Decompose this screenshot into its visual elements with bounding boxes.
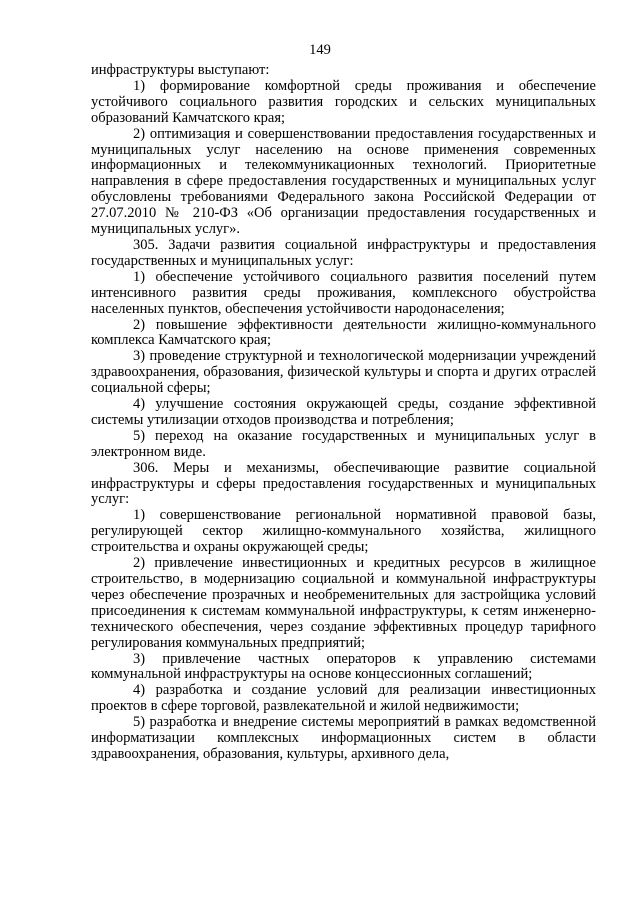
paragraph-305-item-2: 2) повышение эффективности деятельности жилищно-коммунального комплекса Камчатского края; bbox=[91, 316, 596, 349]
paragraph-306-item-4: 4) разработка и создание условий для реализации инвестиционных проектов в сфере торговой, развлекательной и жилой недвижимости; bbox=[91, 682, 596, 715]
paragraph-305-item-1: 1) обеспечение устойчивого социального развития поселений путем интенсивного развития среды проживания, комплексного обустройства населенных пунктов, обеспечения устойчивости народонаселения; bbox=[91, 268, 596, 317]
paragraph-306-item-3: 3) привлечение частных операторов к управлению системами коммунальной инфраструктуры на основе концессионных соглашений; bbox=[91, 650, 596, 683]
paragraph-intro-continuation: инфраструктуры выступают: bbox=[91, 62, 270, 78]
paragraph-306-item-5: 5) разработка и внедрение системы мероприятий в рамках ведомственной информатизации комплексных информационных систем в области здравоохранения, образования, культуры, архивного дела, bbox=[91, 714, 596, 762]
paragraph-305-item-3: 3) проведение структурной и технологической модернизации учреждений здравоохранения, образования, физической культуры и спорта и других отраслей социальной сферы; bbox=[91, 348, 596, 397]
paragraph-section-306: 306. Меры и механизмы, обеспечивающие развитие социальной инфраструктуры и сферы предоставления государственных и муниципальных услуг: bbox=[91, 459, 596, 508]
paragraph-item-1: 1) формирование комфортной среды проживания и обеспечение устойчивого социального развития городских и сельских муниципальных образований Камчатского края; bbox=[91, 77, 596, 126]
paragraph-305-item-5: 5) переход на оказание государственных и муниципальных услуг в электронном виде. bbox=[91, 427, 596, 460]
paragraph-section-305: 305. Задачи развития социальной инфраструктуры и предоставления государственных и муниципальных услуг: bbox=[91, 236, 596, 269]
paragraph-306-item-2: 2) привлечение инвестиционных и кредитных ресурсов в жилищное строительство, в модернизацию социальной и коммунальной инфраструктуры через обеспечение прозрачных и необременительных для застройщика условий присоединения к системам коммунальной инфраструктуры, к сетям инженерно-технического обеспечения, через создание эффективных процедур тарифного регулирования коммунальных предприятий; bbox=[91, 555, 596, 651]
document-body bbox=[91, 63, 596, 763]
paragraph-item-2: 2) оптимизация и совершенствовании предоставления государственных и муниципальных услуг населению на основе применения современных информационных и телекоммуникационных технологий. Приоритетные направления в сфере предоставления государственных и муниципальных услуг обусловлены требованиями Федерального закона Российской Федерации от 27.07.2010 № 210-ФЗ «Об организации предоставления государственных и муниципальных услуг». bbox=[91, 125, 596, 238]
paragraph-305-item-4: 4) улучшение состояния окружающей среды, создание эффективной системы утилизации отходов производства и потребления; bbox=[91, 396, 596, 428]
page-number: 149 bbox=[309, 42, 331, 58]
paragraph-306-item-1: 1) совершенствование региональной нормативной правовой базы, регулирующей сектор жилищно-коммунального хозяйства, жилищного строительства и охраны окружающей среды; bbox=[91, 507, 596, 556]
